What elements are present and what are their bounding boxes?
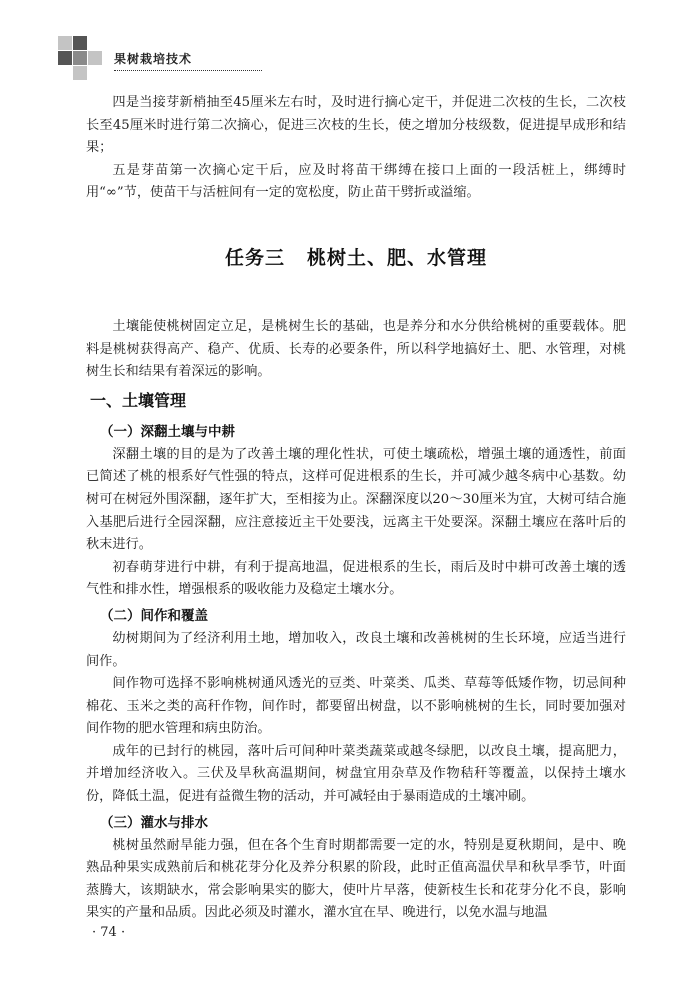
running-title: 果树栽培技术 <box>114 50 262 71</box>
subsection-heading: （二）间作和覆盖 <box>100 607 208 624</box>
paragraph: 四是当接芽新梢抽至45厘米左右时，及时进行摘心定干，并促进二次枝的生长，二次枝长至45厘米时进行第二次摘心，促进三次枝的生长，使之增加分枝级数，促进提早成形和结果； <box>86 95 626 156</box>
paragraph: 初春萌芽进行中耕，有利于提高地温，促进根系的生长，雨后及时中耕可改善土壤的透气性和排水性，增强根系的吸收能力及稳定土壤水分。 <box>86 559 626 598</box>
paragraph: 成年的已封行的桃园，落叶后可间种叶菜类蔬菜或越冬绿肥，以改良土壤，提高肥力，并增加经济收入。三伏及旱秋高温期间，树盘宜用杂草及作物秸秆等覆盖，以保持土壤水份，降低土温，促进有益微生物的活动，并可减轻由于暴雨造成的土壤冲刷。 <box>86 743 626 805</box>
paragraph: 五是芽苗第一次摘心定干后，应及时将苗干绑缚在接口上面的一段活桩上，绑缚时用“∞”节，使苗干与活桩间有一定的宽松度，防止苗干劈折或溢缩。 <box>86 162 626 201</box>
intro-paragraph: 土壤能使桃树固定立足，是桃树生长的基础，也是养分和水分供给桃树的重要载体。肥料是桃树获得高产、稳产、优质、长寿的必要条件，所以科学地搞好土、肥、水管理，对桃树生长和结果有着深远的影响。 <box>86 318 626 380</box>
corner-decoration-icon <box>58 36 106 80</box>
page-number: · 74 · <box>92 925 126 940</box>
page-body <box>86 92 626 925</box>
chapter-prefix: 任务三 <box>224 246 285 269</box>
paragraph: 桃树虽然耐旱能力强，但在各个生育时期都需要一定的水，特别是夏秋期间，是中、晚熟品种果实成熟前后和桃花芽分化及养分积累的阶段，此时正值高温伏旱和秋旱季节，叶面蒸腾大，该期缺水，常会影响果实的膨大，使叶片早落，使新枝生长和花芽分化不良，影响果实的产量和品质。因此必须及时灌水，灌水宜在早、晚进行，以免水温与地温 <box>86 837 626 921</box>
paragraph: 深翻土壤的目的是为了改善土壤的理化性状，可使土壤疏松，增强土壤的通透性，前面已简述了桃的根系好气性强的特点，这样可促进根系的生长，并可减少越冬病中心基数。幼树可在树冠外围深翻，逐年扩大，至相接为止。深翻深度以20～30厘米为宜，大树可结合施入基肥后进行全园深翻，应注意接近主干处要浅，远离主干处要深。深翻土壤应在落叶后的秋末进行。 <box>86 446 626 553</box>
section-heading: 一、土壤管理 <box>90 390 187 410</box>
subsection-heading: （一）深翻土壤与中耕 <box>100 423 235 440</box>
chapter-title: 桃树土、肥、水管理 <box>307 246 488 269</box>
paragraph: 间作物可选择不影响桃树通风透光的豆类、叶菜类、瓜类、草莓等低矮作物，切忌间种棉花、玉米之类的高秆作物，间作时，都要留出树盘，以不影响桃树的生长，同时要加强对间作物的肥水管理和病虫防治。 <box>86 676 626 737</box>
page-header <box>58 36 638 88</box>
paragraph: 幼树期间为了经济利用土地，增加收入，改良土壤和改善桃树的生长环境，应适当进行间作。 <box>86 630 626 669</box>
chapter-heading <box>86 243 626 270</box>
subsection-heading: （三）灌水与排水 <box>100 814 208 831</box>
